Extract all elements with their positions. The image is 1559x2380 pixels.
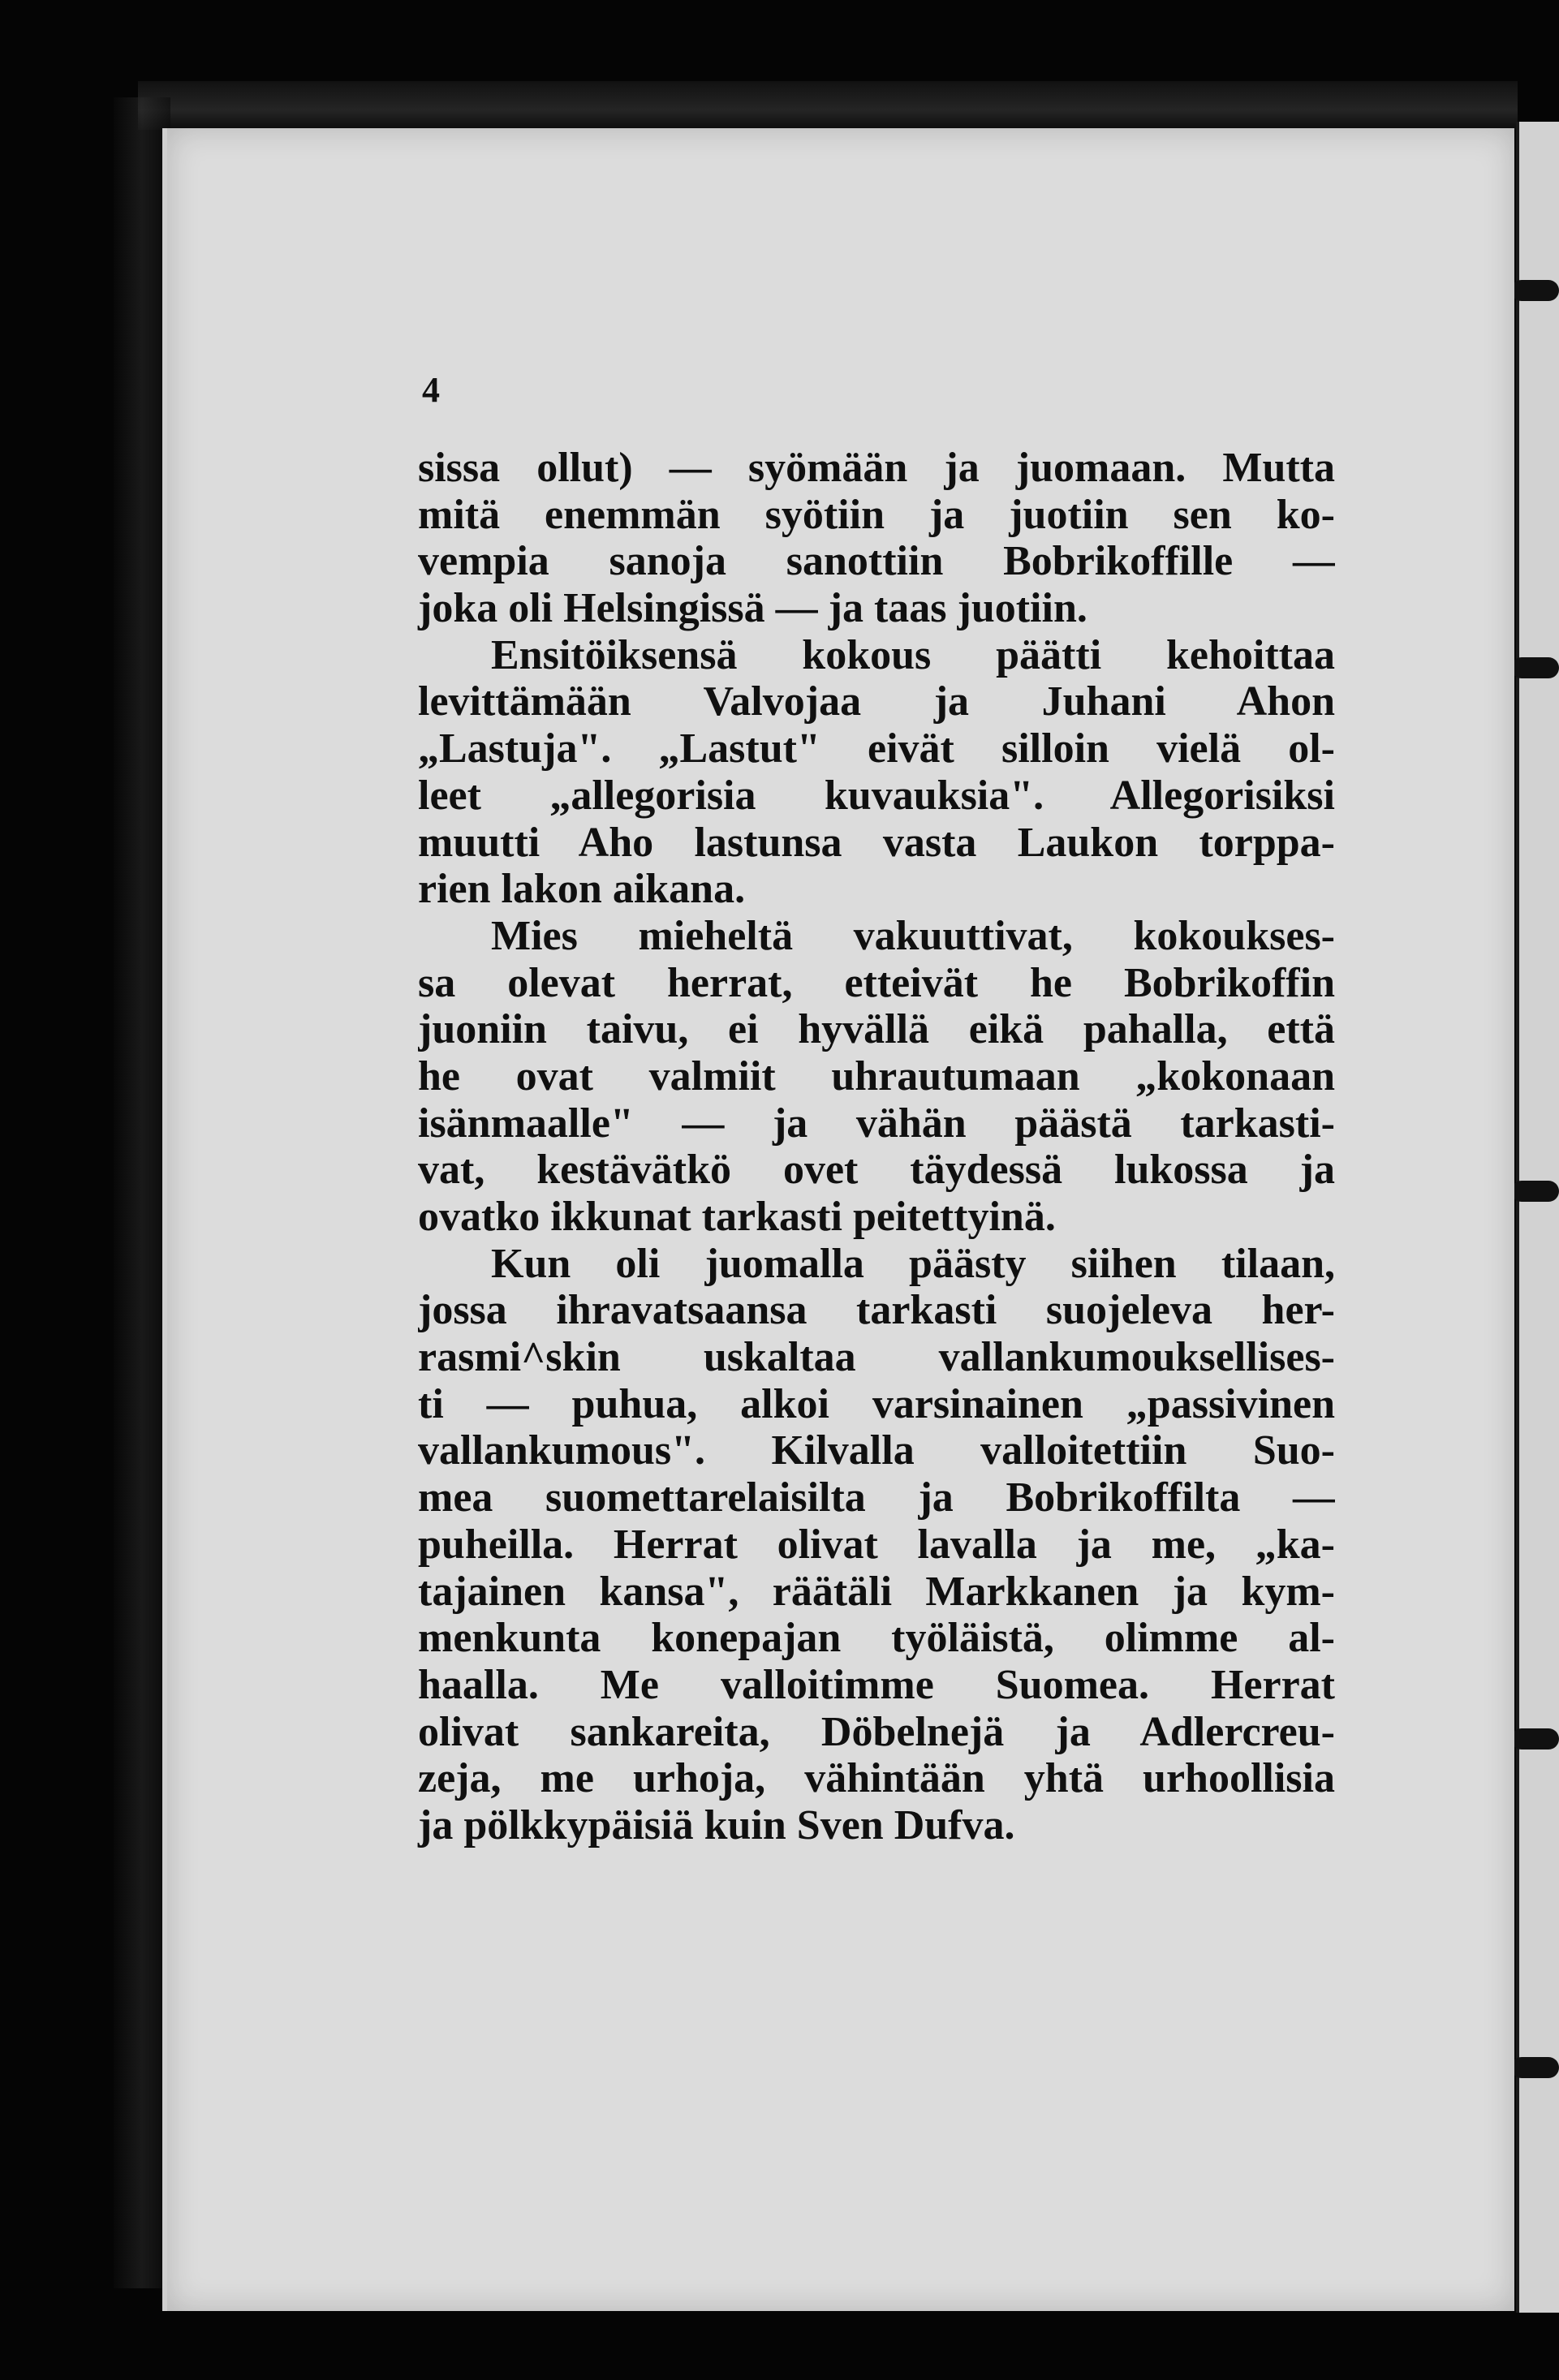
text-line: menkunta konepajan työläistä, olimme al- [418,1615,1335,1662]
text-line: rien lakon aikana. [418,866,746,913]
text-line: ja pölkkypäisiä kuin Sven Dufva. [418,1801,1015,1848]
binding-mark [1511,280,1559,301]
text-line: isänmaalle" — ja vähän päästä tarkasti- [418,1100,1335,1147]
text-line: juoniin taivu, ei hyvällä eikä pahalla, että [418,1006,1335,1053]
text-line: „Lastuja". „Lastut" eivät silloin vielä ol- [418,725,1335,773]
binding-mark [1511,657,1559,678]
scan-top-edge [138,81,1518,130]
text-line: rasmi^skin uskaltaa vallankumouksellises- [418,1334,1335,1381]
text-line: Ensitöiksensä kokous päätti kehoittaa [491,631,1335,678]
binding-mark [1511,1728,1559,1749]
next-page-strip [1516,122,1559,2313]
text-line: puheilla. Herrat olivat lavalla ja me, „ka- [418,1521,1335,1568]
text-line: he ovat valmiit uhrautumaan „kokonaan [418,1052,1335,1100]
text-line: sissa ollut) — syömään ja juomaan. Mutta [418,445,1335,491]
text-line: tajainen kansa", räätäli Markkanen ja kym- [418,1568,1335,1615]
text-line: mea suomettarelaisilta ja Bobrikoffilta — [418,1474,1335,1521]
page-number: 4 [422,370,440,410]
text-line: ti — puhua, alkoi varsinainen „passivinen [418,1380,1335,1427]
text-line: leet „allegorisia kuvauksia". Allegorisiksi [418,772,1335,819]
text-line: vallankumous". Kilvalla valloitettiin Suo- [418,1427,1335,1474]
text-line: vat, kestävätkö ovet täydessä lukossa ja [418,1147,1335,1194]
text-line: Mies mieheltä vakuuttivat, kokoukses- [491,912,1335,959]
binding-mark [1511,1181,1559,1202]
body-text [418,445,1335,1849]
text-line: joka oli Helsingissä — ja taas juotiin. [418,585,1087,632]
text-line: mitä enemmän syötiin ja juotiin sen ko- [418,491,1335,538]
text-line: haalla. Me valloitimme Suomea. Herrat [418,1661,1335,1708]
text-line: levittämään Valvojaa ja Juhani Ahon [418,678,1335,725]
text-line: muutti Aho lastunsa vasta Laukon torppa- [418,819,1335,866]
text-line: jossa ihravatsaansa tarkasti suojeleva her- [418,1287,1335,1334]
binding-mark [1511,2057,1559,2078]
text-line: ovatko ikkunat tarkasti peitettyinä. [418,1194,1056,1240]
text-line: olivat sankareita, Döbelnejä ja Adlercreu- [418,1708,1335,1755]
text-line: zeja, me urhoja, vähintään yhtä urhoollisia [418,1755,1335,1802]
text-line: sa olevat herrat, etteivät he Bobrikoffin [418,959,1335,1006]
text-line: vempia sanoja sanottiin Bobrikoffille — [418,538,1335,585]
text-line: Kun oli juomalla päästy siihen tilaan, [491,1240,1335,1287]
